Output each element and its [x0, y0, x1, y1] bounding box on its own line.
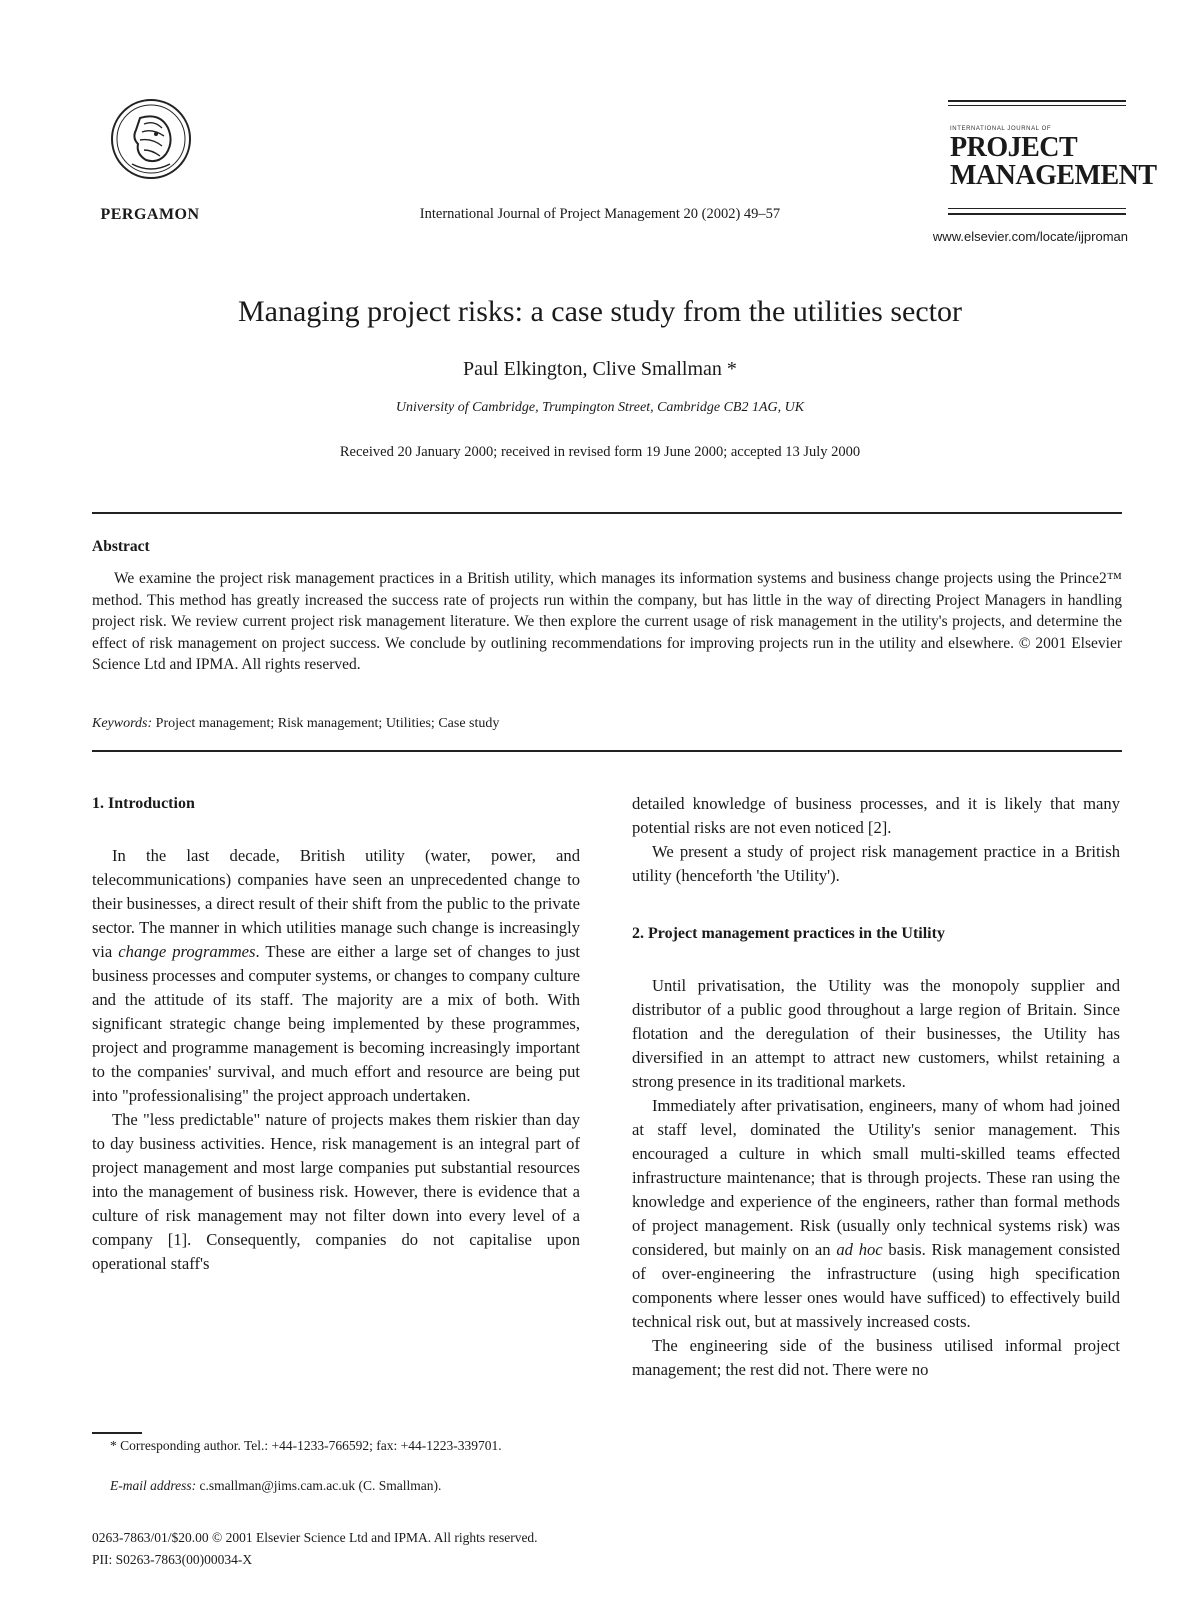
- email-label: E-mail address:: [110, 1478, 197, 1493]
- journal-logo-line1: PROJECT: [950, 132, 1078, 163]
- journal-logo-small-text: INTERNATIONAL JOURNAL OF: [950, 126, 1052, 132]
- section-2-heading: 2. Project management practices in the Utility: [632, 925, 945, 942]
- author-affiliation: University of Cambridge, Trumpington Street, Cambridge CB2 1AG, UK: [395, 400, 805, 415]
- journal-url-link[interactable]: www.elsevier.com/locate/ijproman: [932, 229, 1128, 244]
- intro-paragraph-2: The "less predictable" nature of projects makes them riskier than day to day business activities. Hence, risk management is an integral part of project management and most large companies put substantial resources into the management of business risk. However, there is evidence that a culture of risk management may not filter down into every level of a company [1]. Consequently, companies do not capitalise upon operational staff's: [92, 1110, 580, 1273]
- logo-rule-top-thin: [948, 105, 1126, 106]
- section2-paragraph-3: The engineering side of the business utilised informal project management; the rest did not. There were no: [632, 1336, 1120, 1379]
- footnote-rule: [92, 1432, 142, 1434]
- section2-paragraph-1: Until privatisation, the Utility was the monopoly supplier and distributor of a public good throughout a large region of Britain. Since flotation and the deregulation of their businesses, the Utility has diversified in an attempt to attract new customers, whilst retaining a strong presence in its traditional markets.: [632, 976, 1120, 1091]
- logo-rule-top: [948, 100, 1126, 102]
- abstract-body: We examine the project risk management practices in a British utility, which manages its information systems and business change projects using the Prince2™ method. This method has greatly increased the success rate of projects run within the company, but has little in the way of directing Project Managers in handling project risk. We review current project risk management literature. We then explore the current usage of risk management in the utility's projects, and determine the effect of risk management on project success. We conclude by outlining recommendations for improving projects run in the utility and elsewhere. © 2001 Elsevier Science Ltd and IPMA. All rights reserved.: [92, 570, 1122, 673]
- footnote-corresponding: * Corresponding author. Tel.: +44-1233-766592; fax: +44-1223-339701.: [110, 1438, 502, 1453]
- footnote-email: [92, 1476, 598, 1496]
- divider-bottom: [92, 750, 1122, 752]
- journal-logo: [948, 100, 1157, 218]
- logo-rule-bottom-thin: [948, 208, 1126, 209]
- publisher-seal-logo: [110, 98, 192, 180]
- article-authors: Paul Elkington, Clive Smallman *: [463, 358, 737, 380]
- section-1-heading: 1. Introduction: [92, 795, 195, 812]
- article-title: Managing project risks: a case study from the utilities sector: [238, 295, 962, 328]
- keywords-label: Keywords:: [92, 716, 153, 731]
- divider-top: [92, 512, 1122, 514]
- email-address[interactable]: c.smallman@jims.cam.ac.uk (C. Smallman).: [196, 1478, 442, 1493]
- publisher-name: PERGAMON: [100, 206, 200, 223]
- intro-paragraph-continued: detailed knowledge of business processes, and it is likely that many potential risks are not even noticed [2].: [632, 794, 1120, 837]
- left-column: [92, 792, 580, 1276]
- journal-logo-line2: MANAGEMENT: [950, 160, 1157, 191]
- article-dates: Received 20 January 2000; received in revised form 19 June 2000; accepted 13 July 2000: [339, 444, 861, 460]
- pii-line: PII: S0263-7863(00)00034-X: [92, 1552, 253, 1567]
- keywords: [92, 716, 1122, 732]
- issn-line: 0263-7863/01/$20.00 © 2001 Elsevier Science Ltd and IPMA. All rights reserved.: [92, 1530, 538, 1545]
- section2-paragraph-2: Immediately after privatisation, engineers, many of whom had joined at staff level, dominated the Utility's senior management. This encouraged a culture in which small multi-skilled teams effected infrastructure maintenance; that is through projects. These ran using the knowledge and experience of the engineers, rather than formal methods of project management. Risk (usually only technical systems risk) was considered, but mainly on an ad hoc basis. Risk management consisted of over-engineering the infrastructure (using high specification components where lesser ones would have sufficed) to effectively build technical risk out, but at massively increased costs.: [632, 1096, 1120, 1331]
- right-column: [632, 792, 1120, 1382]
- logo-rule-bottom: [948, 213, 1126, 215]
- intro-paragraph-3: We present a study of project risk management practice in a British utility (henceforth 'the Utility').: [632, 842, 1120, 885]
- intro-paragraph-1: In the last decade, British utility (water, power, and telecommunications) companies have seen an unprecedented change to their businesses, a direct result of their shift from the public to the private sector. The manner in which utilities manage such change is increasingly via change programmes. These are either a large set of changes to just business processes and computer systems, or changes to company culture and the attitude of its staff. The majority are a mix of both. With significant strategic change being implemented by these programmes, project and programme management is becoming increasingly important to the companies' survival, and much effort and resource are being put into "professionalising" the project approach undertaken.: [92, 846, 581, 1105]
- keywords-list: Project management; Risk management; Utilities; Case study: [155, 716, 500, 731]
- abstract-heading: Abstract: [92, 538, 150, 555]
- journal-citation: International Journal of Project Management 20 (2002) 49–57: [419, 206, 781, 222]
